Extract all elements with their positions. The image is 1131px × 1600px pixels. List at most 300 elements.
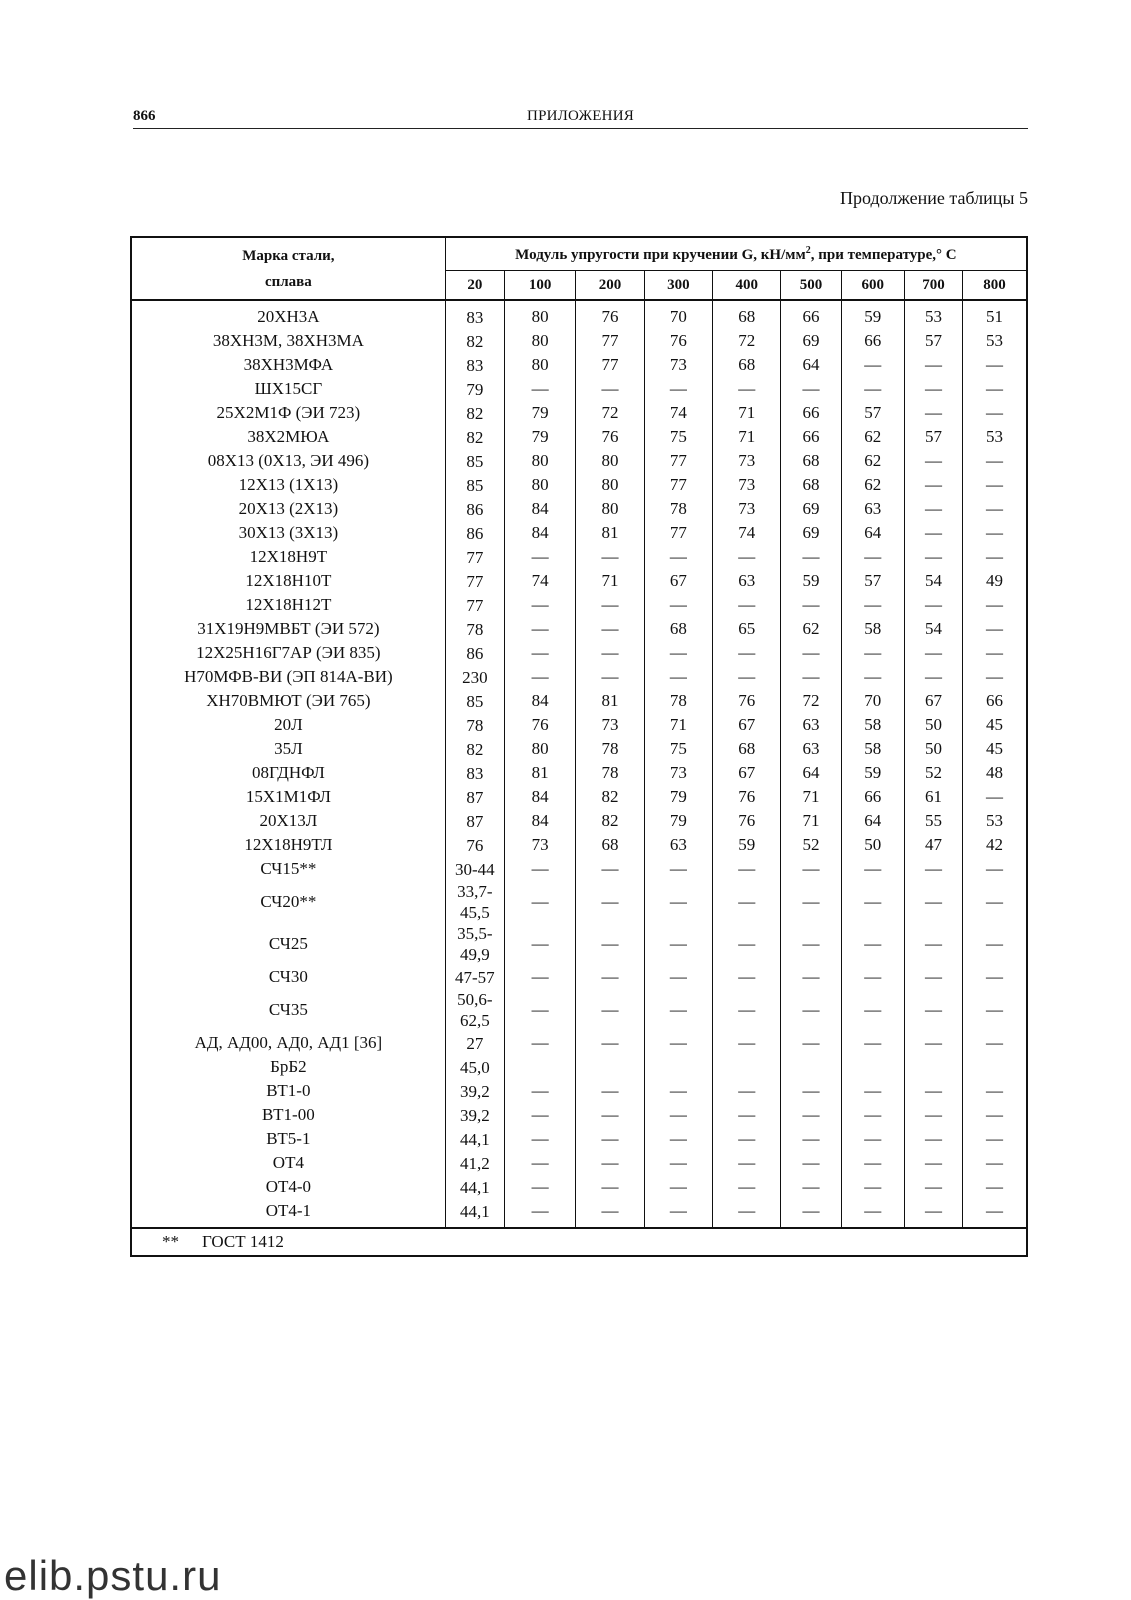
value-cell: 33,7- 45,5 [445,881,504,923]
modulus-header-superscript: 2 [805,244,811,256]
value-cell: 51 [986,307,1004,326]
grade-cell: ВТ5-1 [131,1127,445,1151]
value-cell: — [781,989,841,1031]
value-cell: — [986,1081,1004,1100]
value-cell: 79 [504,401,575,425]
value-cell: — [713,1127,781,1151]
value-cell: 74 [644,401,712,425]
grade-cell: СЧ25 [131,923,445,965]
value-cell [504,1055,575,1079]
value-cell: 68 [781,473,841,497]
value-cell: 53 [986,331,1004,350]
value-cell: 67 [713,761,781,785]
table-row [131,833,1027,857]
table-row [131,449,1027,473]
value-cell: — [904,1199,962,1228]
grade-cell: ХН70ВМЮТ (ЭИ 765) [131,689,445,713]
value-cell: 57 [904,425,962,449]
value-cell: 66 [841,785,904,809]
value-cell: — [781,1079,841,1103]
value-cell: — [904,449,962,473]
value-cell: 77 [644,473,712,497]
value-cell: 73 [713,449,781,473]
value-cell: — [904,881,962,923]
value-cell: 76 [713,785,781,809]
value-cell: — [644,1199,712,1228]
table-row [131,497,1027,521]
value-cell: 72 [781,689,841,713]
value-cell: 45 [986,715,1004,734]
value-cell: — [504,545,575,569]
value-cell: — [713,1199,781,1228]
value-cell: 55 [904,809,962,833]
value-cell: — [713,857,781,881]
value-cell: — [904,1079,962,1103]
value-cell: 84 [504,497,575,521]
value-cell: — [986,1000,1004,1019]
value-cell: 62 [781,617,841,641]
value-cell: — [986,451,1004,470]
value-cell: 62 [841,449,904,473]
value-cell: — [841,641,904,665]
value-cell: 81 [576,521,644,545]
value-cell: 82 [445,329,504,353]
value-cell: 65 [713,617,781,641]
value-cell: — [504,1127,575,1151]
table-row [131,377,1027,401]
value-cell: — [841,545,904,569]
value-cell: 59 [841,761,904,785]
grade-cell: ШХ15СГ [131,377,445,401]
value-cell: 72 [576,401,644,425]
modulus-header-suffix: , при температуре,° С [810,246,957,263]
value-cell: 63 [644,833,712,857]
value-cell: — [841,989,904,1031]
value-cell: 71 [713,425,781,449]
value-cell: — [644,1079,712,1103]
value-cell: 75 [644,425,712,449]
value-cell: — [576,1175,644,1199]
value-cell: — [713,665,781,689]
table-row [131,641,1027,665]
value-cell: — [713,1103,781,1127]
value-cell: — [713,923,781,965]
table-row [131,881,1027,923]
value-cell: 45,0 [445,1055,504,1079]
value-cell: — [644,1175,712,1199]
value-cell: 80 [576,449,644,473]
value-cell: — [904,923,962,965]
table-continuation-label: Продолжение таблицы 5 [840,188,1028,208]
value-cell: — [504,593,575,617]
value-cell: — [904,377,962,401]
value-cell: — [904,665,962,689]
value-cell: 58 [841,617,904,641]
value-cell: — [644,923,712,965]
value-cell: — [504,923,575,965]
value-cell: 79 [644,785,712,809]
watermark: elib.pstu.ru [4,1552,222,1599]
value-cell: — [504,1031,575,1055]
value-cell: 77 [576,353,644,377]
value-cell: 30-44 [445,857,504,881]
value-cell: — [504,641,575,665]
value-cell: 83 [445,300,504,329]
value-cell: 79 [504,425,575,449]
temperature-header-100: 100 [504,271,575,301]
table-row [131,923,1027,965]
value-cell: — [504,1175,575,1199]
table-row [131,569,1027,593]
value-cell: 53 [986,811,1004,830]
value-cell: 66 [781,401,841,425]
temperature-header-500: 500 [781,271,841,301]
grade-cell: 08Х13 (0Х13, ЭИ 496) [131,449,445,473]
value-cell: — [504,989,575,1031]
value-cell: 35,5- 49,9 [445,923,504,965]
value-cell: — [904,965,962,989]
value-cell: 44,1 [445,1127,504,1151]
table-row [131,665,1027,689]
value-cell: 78 [445,617,504,641]
value-cell: — [576,923,644,965]
footnote-row [131,1228,1027,1256]
value-cell: 73 [644,353,712,377]
value-cell: 71 [576,569,644,593]
value-cell: 27 [445,1031,504,1055]
value-cell: 61 [904,785,962,809]
value-cell: — [841,1031,904,1055]
value-cell: 87 [445,785,504,809]
value-cell: 71 [781,809,841,833]
value-cell: 77 [445,545,504,569]
value-cell: — [644,1151,712,1175]
value-cell: — [713,1175,781,1199]
value-cell: — [576,1199,644,1228]
temperature-header-200: 200 [576,271,644,301]
value-cell: 76 [576,425,644,449]
value-cell: 72 [713,329,781,353]
value-cell: 86 [445,521,504,545]
table-row [131,329,1027,353]
value-cell: — [576,1031,644,1055]
value-cell: — [841,1151,904,1175]
grade-cell: 20Х13Л [131,809,445,833]
value-cell: — [644,881,712,923]
value-cell: 76 [504,713,575,737]
grade-cell: 35Л [131,737,445,761]
value-cell: — [904,857,962,881]
value-cell: — [644,1127,712,1151]
grade-cell: ОТ4 [131,1151,445,1175]
value-cell: 77 [445,569,504,593]
value-cell: 86 [445,497,504,521]
value-cell: 45 [986,739,1004,758]
value-cell: — [644,1031,712,1055]
table-row [131,1199,1027,1228]
value-cell: 69 [781,521,841,545]
value-cell: 85 [445,473,504,497]
value-cell: 84 [504,521,575,545]
value-cell: — [644,545,712,569]
table-row [131,545,1027,569]
value-cell: 81 [576,689,644,713]
value-cell: 69 [781,329,841,353]
table-row [131,965,1027,989]
grade-cell: 12Х13 (1Х13) [131,473,445,497]
value-cell: — [986,595,1004,614]
table-row [131,353,1027,377]
value-cell: 64 [841,809,904,833]
value-cell: — [904,593,962,617]
modulus-column-header [445,237,1027,271]
value-cell: 48 [986,763,1004,782]
table-row [131,785,1027,809]
value-cell: 80 [504,329,575,353]
value-cell: 80 [504,353,575,377]
value-cell: 53 [986,427,1004,446]
grade-cell: 25Х2М1Ф (ЭИ 723) [131,401,445,425]
value-cell: 50 [841,833,904,857]
value-cell [644,1055,712,1079]
value-cell: — [713,641,781,665]
value-cell: — [644,665,712,689]
value-cell: — [841,593,904,617]
value-cell: — [644,989,712,1031]
value-cell: — [986,355,1004,374]
value-cell: — [644,641,712,665]
value-cell: — [986,1153,1004,1172]
temperature-header-400: 400 [713,271,781,301]
value-cell: — [644,377,712,401]
value-cell: — [986,667,1004,686]
value-cell: — [504,617,575,641]
torsion-modulus-table [130,236,1028,1257]
value-cell: — [504,1079,575,1103]
value-cell: 71 [781,785,841,809]
value-cell: — [986,967,1004,986]
footnote-text: ГОСТ 1412 [202,1232,284,1251]
value-cell: 85 [445,689,504,713]
value-cell: — [841,353,904,377]
value-cell: 73 [576,713,644,737]
value-cell: 80 [576,473,644,497]
running-head [133,106,1028,129]
grade-cell: 12Х25Н16Г7АР (ЭИ 835) [131,641,445,665]
value-cell: — [986,475,1004,494]
grade-cell: 12Х18Н10Т [131,569,445,593]
value-cell: — [781,1103,841,1127]
value-cell: 70 [644,300,712,329]
grade-cell: СЧ30 [131,965,445,989]
temperature-header-300: 300 [644,271,712,301]
value-cell: 78 [644,689,712,713]
value-cell: 57 [904,329,962,353]
value-cell: 64 [841,521,904,545]
value-cell: — [504,1199,575,1228]
value-cell: 86 [445,641,504,665]
value-cell: 39,2 [445,1103,504,1127]
value-cell: — [986,523,1004,542]
value-cell: — [576,989,644,1031]
grade-header-line1: Марка стали, [242,247,335,264]
value-cell: 87 [445,809,504,833]
temperature-header-600: 600 [841,271,904,301]
value-cell: — [986,619,1004,638]
value-cell: 68 [576,833,644,857]
value-cell: 71 [713,401,781,425]
value-cell: — [504,881,575,923]
table-header [131,237,1027,300]
grade-cell: 20Л [131,713,445,737]
value-cell: 49 [986,571,1004,590]
value-cell [963,1055,1027,1079]
value-cell: — [781,1031,841,1055]
table-row [131,300,1027,329]
value-cell: 41,2 [445,1151,504,1175]
modulus-header-text: Модуль упругости при кручении G, кН/мм [515,246,806,263]
value-cell: 66 [841,329,904,353]
grade-column-header [131,237,445,300]
table-row [131,473,1027,497]
value-cell: — [644,1103,712,1127]
table-row [131,857,1027,881]
value-cell: — [644,965,712,989]
table-row [131,1103,1027,1127]
value-cell: 58 [841,737,904,761]
value-cell: — [713,1151,781,1175]
value-cell: — [904,1175,962,1199]
value-cell: 62 [841,425,904,449]
value-cell: 59 [781,569,841,593]
value-cell: — [713,989,781,1031]
value-cell: — [781,1127,841,1151]
value-cell: 76 [644,329,712,353]
value-cell: — [576,617,644,641]
value-cell: — [841,857,904,881]
value-cell: — [986,499,1004,518]
grade-cell: АД, АД00, АД0, АД1 [36] [131,1031,445,1055]
value-cell: — [986,403,1004,422]
value-cell: 44,1 [445,1199,504,1228]
value-cell: 59 [713,833,781,857]
grade-cell: ВТ1-0 [131,1079,445,1103]
value-cell: — [576,1079,644,1103]
grade-cell: СЧ15** [131,857,445,881]
table-row [131,1151,1027,1175]
grade-cell: ОТ4-1 [131,1199,445,1228]
grade-cell: СЧ35 [131,989,445,1031]
grade-cell: 12Х18Н12Т [131,593,445,617]
value-cell [781,1055,841,1079]
value-cell: — [841,665,904,689]
value-cell: 80 [504,737,575,761]
value-cell [576,1055,644,1079]
value-cell: 76 [576,300,644,329]
grade-cell: 20ХН3А [131,300,445,329]
value-cell: — [713,545,781,569]
value-cell: 73 [644,761,712,785]
value-cell: — [986,547,1004,566]
value-cell: — [576,545,644,569]
value-cell: 82 [445,401,504,425]
value-cell: — [904,1151,962,1175]
value-cell: 77 [644,449,712,473]
value-cell: 68 [644,617,712,641]
value-cell: — [576,965,644,989]
value-cell: 82 [576,785,644,809]
table-body [131,300,1027,1228]
page-number: 866 [133,108,156,124]
value-cell: — [904,641,962,665]
value-cell: 63 [781,713,841,737]
value-cell: 76 [713,689,781,713]
value-cell: 78 [576,761,644,785]
value-cell: — [841,965,904,989]
value-cell: 82 [445,425,504,449]
value-cell: 57 [841,401,904,425]
value-cell: 58 [841,713,904,737]
value-cell: — [781,665,841,689]
grade-cell: 12Х18Н9ТЛ [131,833,445,857]
value-cell: 76 [713,809,781,833]
value-cell: 81 [504,761,575,785]
value-cell: — [713,377,781,401]
value-cell [904,1055,962,1079]
value-cell: — [644,857,712,881]
value-cell: 54 [904,617,962,641]
value-cell: 64 [781,761,841,785]
grade-cell: 30Х13 (3Х13) [131,521,445,545]
value-cell: 62 [841,473,904,497]
value-cell: 77 [445,593,504,617]
value-cell: — [986,379,1004,398]
value-cell: — [504,1151,575,1175]
value-cell: 63 [713,569,781,593]
value-cell: — [576,1103,644,1127]
grade-cell: 38ХН3М, 38ХН3МА [131,329,445,353]
value-cell: 76 [445,833,504,857]
value-cell: — [781,857,841,881]
value-cell: — [504,377,575,401]
value-cell: 67 [644,569,712,593]
value-cell: 82 [445,737,504,761]
value-cell: 80 [576,497,644,521]
value-cell: — [781,1175,841,1199]
table-row [131,761,1027,785]
value-cell: 63 [781,737,841,761]
value-cell: — [781,923,841,965]
value-cell: — [986,643,1004,662]
value-cell: — [713,881,781,923]
value-cell: 79 [644,809,712,833]
value-cell: 82 [576,809,644,833]
grade-header-line2: сплава [264,273,312,290]
value-cell: 66 [986,691,1004,710]
value-cell: 47-57 [445,965,504,989]
value-cell: — [904,1031,962,1055]
value-cell: — [904,521,962,545]
grade-cell: ВТ1-00 [131,1103,445,1127]
table-row [131,617,1027,641]
table-row [131,593,1027,617]
value-cell: 39,2 [445,1079,504,1103]
value-cell: 80 [504,300,575,329]
value-cell: 68 [713,300,781,329]
value-cell: — [781,881,841,923]
value-cell: 73 [713,497,781,521]
value-cell: 50 [904,713,962,737]
